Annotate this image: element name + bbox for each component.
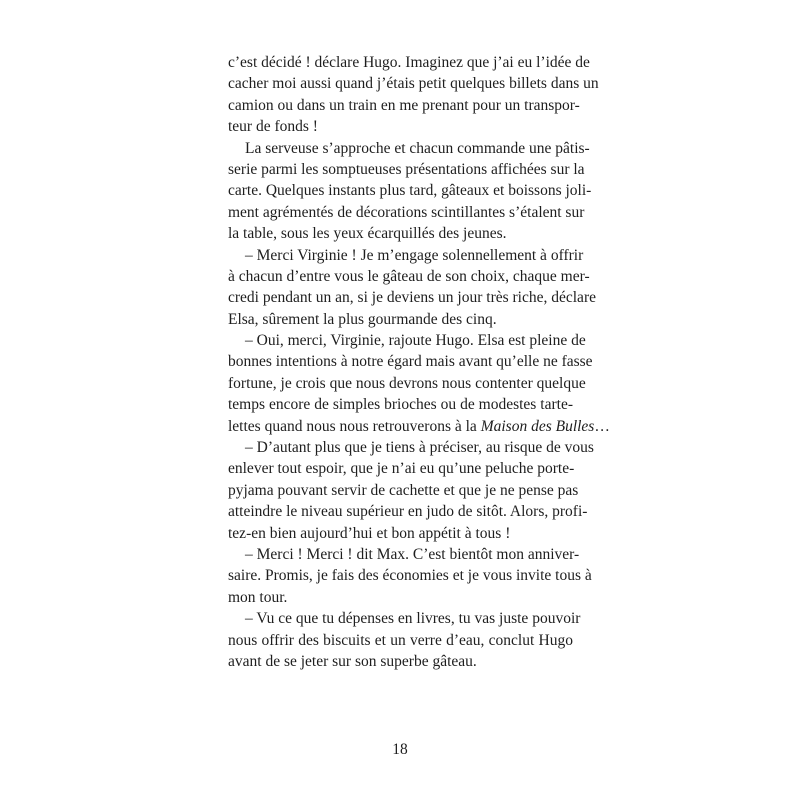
text-line: camion ou dans un train en me prenant pour un transpor- <box>228 96 580 114</box>
text-line: atteindre le niveau supérieur en judo de sitôt. Alors, profi- <box>228 503 588 521</box>
text-line: à chacun d’entre vous le gâteau de son choix, chaque mer- <box>228 267 590 285</box>
text-line: – D’autant plus que je tiens à préciser, au risque de vous <box>245 439 594 457</box>
text-line: fortune, je crois que nous devrons nous contenter quelque <box>228 374 586 392</box>
text-line: enlever tout espoir, que je n’ai eu qu’une peluche porte- <box>228 460 575 478</box>
text-line: temps encore de simples brioches ou de modestes tarte- <box>228 396 573 414</box>
paragraph <box>228 330 610 437</box>
paragraph <box>228 608 581 672</box>
paragraph <box>228 437 594 544</box>
text-line: La serveuse s’approche et chacun commande une pâtis- <box>245 139 590 157</box>
text-line <box>228 416 610 437</box>
text-line: credi pendant un an, si je deviens un jour très riche, déclare <box>228 289 596 307</box>
text-line: pyjama pouvant servir de cachette et que je ne pense pas <box>228 481 579 499</box>
text-line: mon tour. <box>228 588 288 606</box>
text-line: nous offrir des biscuits et un verre d’eau, conclut Hugo <box>228 631 573 649</box>
text-line: serie parmi les somptueuses présentations affichées sur la <box>228 160 585 178</box>
text-fragment: lettes quand nous nous retrouverons à la <box>228 417 481 435</box>
paragraph <box>228 138 592 245</box>
text-line: – Vu ce que tu dépenses en livres, tu vas juste pouvoir <box>245 610 581 628</box>
text-line: carte. Quelques instants plus tard, gâteaux et boissons joli- <box>228 182 592 200</box>
text-line: avant de se jeter sur son superbe gâteau. <box>228 652 477 670</box>
paragraph <box>228 544 592 608</box>
text-line: – Merci ! Merci ! dit Max. C’est bientôt mon anniver- <box>245 545 580 563</box>
text-line: ment agrémentés de décorations scintillantes s’étalent sur <box>228 203 585 221</box>
text-line: cacher moi aussi quand j’étais petit quelques billets dans un <box>228 75 599 93</box>
text-fragment: … <box>594 417 610 435</box>
text-line: c’est décidé ! déclare Hugo. Imaginez que j’ai eu l’idée de <box>228 54 590 71</box>
text-line: teur de fonds ! <box>228 118 318 136</box>
text-line: – Merci Virginie ! Je m’engage solennellement à offrir <box>245 246 584 264</box>
paragraph <box>228 245 596 331</box>
text-line: la table, sous les yeux écarquillés des jeunes. <box>228 225 507 243</box>
text-line: saire. Promis, je fais des économies et je vous invite tous à <box>228 567 592 585</box>
italic-title: Maison des Bulles <box>480 417 595 435</box>
text-line: Elsa, sûrement la plus gourmande des cinq. <box>228 310 497 328</box>
page-number: 18 <box>392 741 408 758</box>
text-line: – Oui, merci, Virginie, rajoute Hugo. Elsa est pleine de <box>245 332 586 350</box>
text-line: bonnes intentions à notre égard mais avant qu’elle ne fasse <box>228 353 593 371</box>
text-line: tez-en bien aujourd’hui et bon appétit à tous ! <box>228 524 511 542</box>
body-text <box>228 52 610 672</box>
paragraph <box>228 52 599 138</box>
